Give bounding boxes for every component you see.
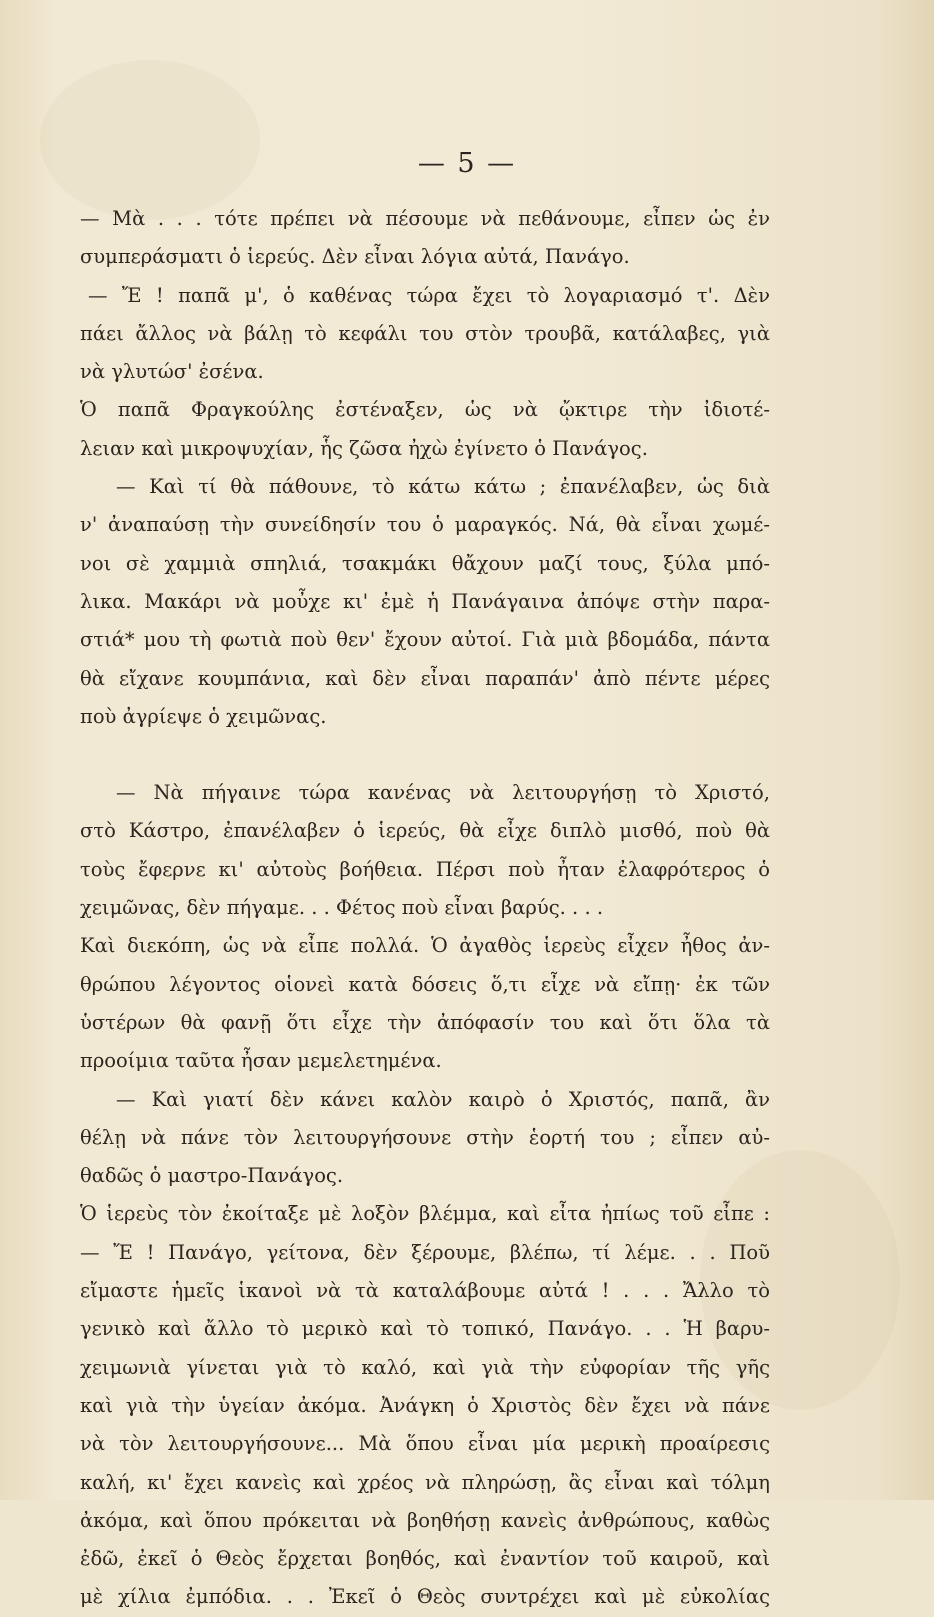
text-line: λειαν καὶ μικροψυχίαν, ἧς ζῶσα ἠχὼ ἐγίνετο ὁ Πανάγος.	[80, 436, 648, 460]
text-line: νὰ γλυτώσ' ἐσένα.	[80, 360, 264, 384]
text-line: θρώπου λέγοντος οἱονεὶ κατὰ δόσεις ὅ,τι εἶχε νὰ εἴπῃ· ἐκ τῶν	[80, 972, 770, 996]
text-line: εἴμαστε ἡμεῖς ἱκανοὶ νὰ τὰ καταλάβουμε αὐτά ! . . . Ἄλλο τὸ	[80, 1279, 770, 1303]
text-line: — Ἔ ! παπᾶ μ', ὁ καθένας τώρα ἔχει τὸ λογαριασμό τ'. Δὲν	[88, 283, 770, 307]
text-line: λικα. Μακάρι νὰ μοὖχε κι' ἐμὲ ἡ Πανάγαινα ἀπόψε στὴν παρα-	[80, 589, 770, 613]
text-line: ν' ἀναπαύσῃ τὴν συνείδησίν του ὁ μαραγκός. Νά, θὰ εἶναι χωμέ-	[80, 513, 770, 537]
text-line: — Καὶ τί θὰ πάθουνε, τὸ κάτω κάτω ; ἐπανέλαβεν, ὡς διὰ	[116, 475, 770, 499]
text-line: Ὁ ἱερεὺς τὸν ἐκοίταξε μὲ λοξὸν βλέμμα, καὶ εἶτα ἠπίως τοῦ εἶπε :	[80, 1202, 770, 1226]
text-line: χειμῶνας, δὲν πήγαμε. . . Φέτος ποὺ εἶναι βαρύς. . . .	[80, 896, 604, 920]
text-line: στιά* μου τὴ φωτιὰ ποὺ θεν' ἔχουν αὐτοί. Γιὰ μιὰ βδομάδα, πάντα	[80, 628, 770, 652]
text-line: τοὺς ἔφερνε κι' αὐτοὺς βοήθεια. Πέρσι ποὺ ἦταν ἐλαφρότερος ὁ	[80, 857, 770, 881]
text-line: νοι σὲ χαμμιὰ σπηλιά, τσακμάκι θἄχουν μαζί τους, ξύλα μπό-	[80, 551, 770, 575]
text-line: — Καὶ γιατί δὲν κάνει καλὸν καιρὸ ὁ Χριστός, παπᾶ, ἂν	[116, 1087, 770, 1111]
text-line: συμπεράσματι ὁ ἱερεύς. Δὲν εἶναι λόγια αὐτά, Πανάγο.	[80, 245, 630, 269]
text-line: — Νὰ πήγαινε τώρα κανένας νὰ λειτουργήσῃ τὸ Χριστό,	[116, 781, 770, 805]
body-text	[80, 200, 770, 1617]
page-number: — 5 —	[417, 148, 517, 179]
text-line: ἀκόμα, καὶ ὅπου πρόκειται νὰ βοηθήσῃ κανεὶς ἀνθρώπους, καθὼς	[80, 1508, 770, 1532]
text-line: προοίμια ταῦτα ἦσαν μεμελετημένα.	[80, 1049, 442, 1073]
text-line: στὸ Κάστρο, ἐπανέλαβεν ὁ ἱερεύς, θὰ εἶχε διπλὸ μισθό, ποὺ θὰ	[80, 819, 770, 843]
text-line: πάει ἄλλος νὰ βάλῃ τὸ κεφάλι του στὸν τρουβᾶ, κατάλαβες, γιὰ	[80, 321, 770, 345]
text-line: — Ἔ ! Πανάγο, γείτονα, δὲν ξέρουμε, βλέπω, τί λέμε. . . Ποῦ	[80, 1240, 770, 1264]
text-line: καὶ γιὰ τὴν ὑγείαν ἀκόμα. Ἀνάγκη ὁ Χριστὸς δὲν ἔχει νὰ πάνε	[80, 1393, 770, 1417]
text-line: θαδῶς ὁ μαστρο-Πανάγος.	[80, 1164, 344, 1188]
text-line: θέλῃ νὰ πάνε τὸν λειτουργήσουνε στὴν ἑορτή του ; εἶπεν αὐ-	[80, 1125, 770, 1149]
text-line: ὑστέρων θὰ φανῇ ὅτι εἶχε τὴν ἀπόφασίν του καὶ ὅτι ὅλα τὰ	[80, 1010, 770, 1034]
text-line: Ὁ παπᾶ Φραγκούλης ἐστέναξεν, ὡς νὰ ᾤκτιρε τὴν ἰδιοτέ-	[80, 398, 770, 422]
text-line: καλή, κι' ἔχει κανεὶς καὶ χρέος νὰ πληρώσῃ, ἂς εἶναι καὶ τόλμη	[80, 1470, 770, 1494]
text-line: ποὺ ἀγρίεψε ὁ χειμῶνας.	[80, 704, 327, 728]
text-line: Καὶ διεκόπη, ὡς νὰ εἶπε πολλά. Ὁ ἀγαθὸς ἱερεὺς εἶχεν ἦθος ἀν-	[80, 934, 770, 958]
text-line: γενικὸ καὶ ἄλλο τὸ μερικὸ καὶ τὸ τοπικό, Πανάγο. . . Ἡ βαρυ-	[80, 1317, 770, 1341]
text-line: ἐδῶ, ἐκεῖ ὁ Θεὸς ἔρχεται βοηθός, καὶ ἐναντίον τοῦ καιροῦ, καὶ	[80, 1547, 770, 1571]
text-line: θὰ εἴχανε κουμπάνια, καὶ δὲν εἶναι παραπάν' ἀπὸ πέντε μέρες	[80, 666, 770, 690]
text-line: — Μὰ . . . τότε πρέπει νὰ πέσουμε νὰ πεθάνουμε, εἶπεν ὡς ἐν	[80, 207, 770, 230]
text-line: νὰ τὸν λειτουργήσουνε... Μὰ ὅπου εἶναι μία μερικὴ προαίρεσις	[80, 1432, 770, 1456]
text-line: μὲ χίλια ἐμπόδια. . . Ἐκεῖ ὁ Θεὸς συντρέχει καὶ μὲ εὐκολίας	[80, 1585, 770, 1609]
text-line: χειμωνιὰ γίνεται γιὰ τὸ καλό, καὶ γιὰ τὴν εὐφορίαν τῆς γῆς	[80, 1355, 770, 1379]
